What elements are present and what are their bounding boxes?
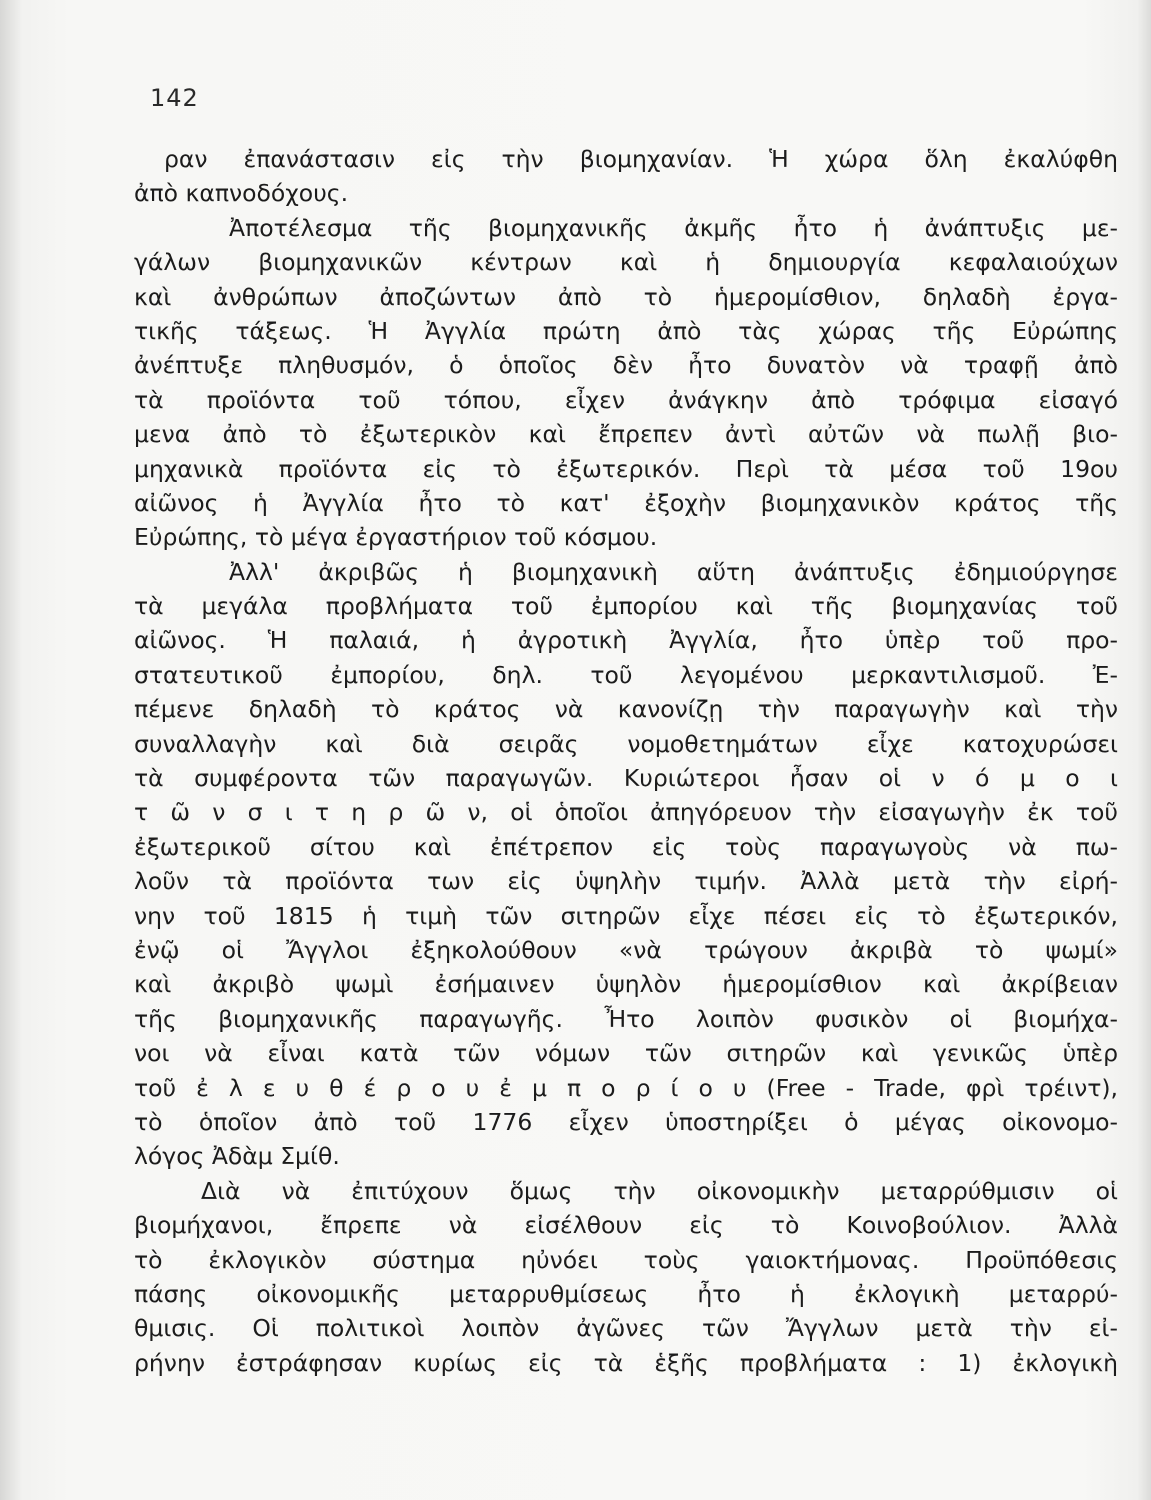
text-line: τοῦ ἐ λ ε υ θ έ ρ ο υ ἐ μ π ο ρ ί ο υ (Free - Trade, φρὶ τρέιντ), bbox=[134, 1073, 1118, 1102]
text-line: καὶ ἀκριβὸ ψωμὶ ἐσήμαινεν ὑψηλὸν ἡμερομίσθιον καὶ ἀκρίβειαν bbox=[134, 970, 1118, 999]
text-line: τὰ μεγάλα προβλήματα τοῦ ἐμπορίου καὶ τῆς βιομηχανίας τοῦ bbox=[134, 592, 1118, 621]
page-spine-shadow bbox=[0, 0, 22, 1500]
text-line: πέμενε δηλαδὴ τὸ κράτος νὰ κανονίζῃ τὴν παραγωγὴν καὶ τὴν bbox=[134, 695, 1118, 724]
text-line: πάσης οἰκονομικῆς μεταρρυθμίσεως ἦτο ἡ ἐκλογικὴ μεταρρύ- bbox=[134, 1279, 1118, 1308]
text-line: λόγος Ἀδὰμ Σμίθ. bbox=[134, 1142, 340, 1171]
body-text bbox=[134, 142, 1118, 1380]
text-line: τὸ ἐκλογικὸν σύστημα ηὐνόει τοὺς γαιοκτήμονας. Προϋπόθεσις bbox=[134, 1245, 1118, 1274]
text-line: ἐξωτερικοῦ σίτου καὶ ἐπέτρεπον εἰς τοὺς παραγωγοὺς νὰ πω- bbox=[134, 832, 1118, 861]
text-line: συναλλαγὴν καὶ διὰ σειρᾶς νομοθετημάτων εἶχε κατοχυρώσει bbox=[134, 729, 1118, 758]
text-line: νοι νὰ εἶναι κατὰ τῶν νόμων τῶν σιτηρῶν καὶ γενικῶς ὑπὲρ bbox=[134, 1039, 1118, 1068]
text-line: τὰ συμφέροντα τῶν παραγωγῶν. Κυριώτεροι ἦσαν οἱ ν ό μ ο ι bbox=[134, 764, 1118, 793]
text-line: γάλων βιομηχανικῶν κέντρων καὶ ἡ δημιουργία κεφαλαιούχων bbox=[134, 248, 1118, 277]
page-edge-shadow bbox=[1137, 0, 1151, 1500]
page-number: 142 bbox=[150, 84, 199, 112]
text-line: Εὐρώπης, τὸ μέγα ἐργαστήριον τοῦ κόσμου. bbox=[134, 523, 658, 552]
text-line: ἀνέπτυξε πληθυσμόν, ὁ ὁποῖος δὲν ἦτο δυνατὸν νὰ τραφῇ ἀπὸ bbox=[134, 351, 1118, 380]
text-line: ραν ἐπανάστασιν εἰς τὴν βιομηχανίαν. Ἡ χώρα ὅλη ἐκαλύφθη bbox=[164, 145, 1118, 173]
text-line: ρήνην ἐστράφησαν κυρίως εἰς τὰ ἑξῆς προβλήματα : 1) ἐκλογικὴ bbox=[134, 1348, 1118, 1377]
text-line: λοῦν τὰ προϊόντα των εἰς ὑψηλὴν τιμήν. Ἀλλὰ μετὰ τὴν εἰρή- bbox=[134, 867, 1118, 896]
text-line: τὰ προϊόντα τοῦ τόπου, εἶχεν ἀνάγκην ἀπὸ τρόφιμα εἰσαγό bbox=[134, 385, 1118, 414]
text-line: βιομήχανοι, ἔπρεπε νὰ εἰσέλθουν εἰς τὸ Κοινοβούλιον. Ἀλλὰ bbox=[134, 1211, 1118, 1240]
text-line: μηχανικὰ προϊόντα εἰς τὸ ἐξωτερικόν. Περὶ τὰ μέσα τοῦ 19ου bbox=[134, 454, 1118, 483]
text-line: θμισις. Οἱ πολιτικοὶ λοιπὸν ἀγῶνες τῶν Ἄγγλων μετὰ τὴν εἰ- bbox=[134, 1314, 1118, 1343]
text-line: αἰῶνος. Ἡ παλαιά, ἡ ἀγροτικὴ Ἀγγλία, ἦτο ὑπὲρ τοῦ προ- bbox=[134, 626, 1118, 655]
text-line: τικῆς τάξεως. Ἡ Ἀγγλία πρώτη ἀπὸ τὰς χώρας τῆς Εὐρώπης bbox=[134, 316, 1118, 345]
text-line: ἐνῷ οἱ Ἄγγλοι ἐξηκολούθουν «νὰ τρώγουν ἀκριβὰ τὸ ψωμί» bbox=[134, 935, 1118, 964]
text-line: τὸ ὁποῖον ἀπὸ τοῦ 1776 εἶχεν ὑποστηρίξει ὁ μέγας οἰκονομο- bbox=[134, 1107, 1118, 1136]
text-line: καὶ ἀνθρώπων ἀποζώντων ἀπὸ τὸ ἡμερομίσθιον, δηλαδὴ ἐργα- bbox=[134, 282, 1118, 311]
text-line: αἰῶνος ἡ Ἀγγλία ἦτο τὸ κατ' ἐξοχὴν βιομηχανικὸν κράτος τῆς bbox=[134, 488, 1118, 517]
text-line: Ἀλλ' ἀκριβῶς ἡ βιομηχανικὴ αὕτη ἀνάπτυξις ἐδημιούργησε bbox=[229, 557, 1118, 586]
text-line: νην τοῦ 1815 ἡ τιμὴ τῶν σιτηρῶν εἶχε πέσει εἰς τὸ ἐξωτερικόν, bbox=[134, 901, 1118, 930]
text-line: στατευτικοῦ ἐμπορίου, δηλ. τοῦ λεγομένου μερκαντιλισμοῦ. Ἐ- bbox=[134, 660, 1118, 689]
text-line: τῆς βιομηχανικῆς παραγωγῆς. Ἦτο λοιπὸν φυσικὸν οἱ βιομήχα- bbox=[134, 1004, 1118, 1033]
text-line: τ ῶ ν σ ι τ η ρ ῶ ν, οἱ ὁποῖοι ἀπηγόρευον τὴν εἰσαγωγὴν ἐκ τοῦ bbox=[134, 798, 1118, 827]
text-line: ἀπὸ καπνοδόχους. bbox=[134, 179, 349, 208]
text-line: Διὰ νὰ ἐπιτύχουν ὅμως τὴν οἰκονομικὴν μεταρρύθμισιν οἱ bbox=[201, 1176, 1118, 1205]
text-line: Ἀποτέλεσμα τῆς βιομηχανικῆς ἀκμῆς ἦτο ἡ ἀνάπτυξις με- bbox=[229, 213, 1118, 242]
text-line: μενα ἀπὸ τὸ ἐξωτερικὸν καὶ ἔπρεπεν ἀντὶ αὐτῶν νὰ πωλῇ βιο- bbox=[134, 420, 1118, 449]
